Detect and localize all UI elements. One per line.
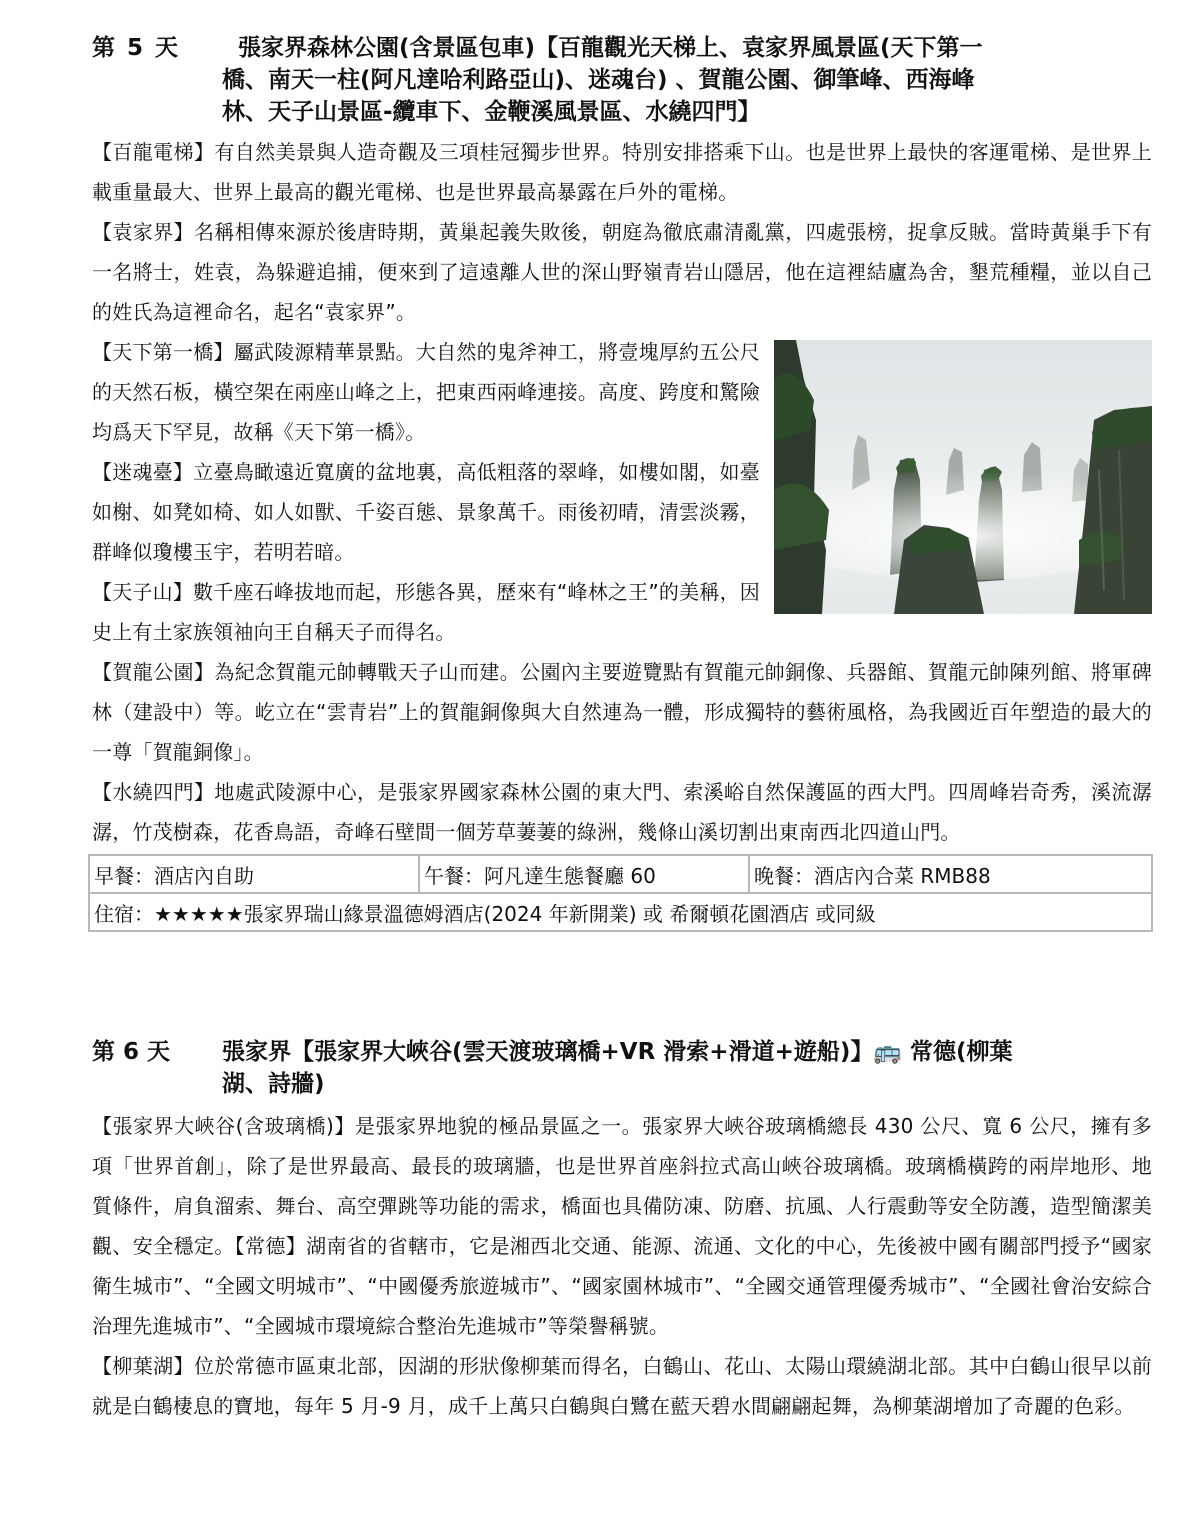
meals-lodging-table [88,854,1153,932]
paragraph-grand-canyon-changde: 【張家界大峽谷(含玻璃橋)】是張家界地貌的極品景區之一。張家界大峽谷玻璃橋總長 430 公尺、寬 6 公尺，擁有多項「世界首創」，除了是世界最高、最長的玻璃牆，也是世界首座斜拉式高山峽谷玻璃橋。玻璃橋橫跨的兩岸地形、地質條件，肩負溜索、舞台、高空彈跳等功能的需求，橋面也具備防凍、防磨、抗風、人行震動等安全防護，造型簡潔美觀、安全穩定。【常德】湖南省的省轄市，它是湘西北交通、能源、流通、文化的中心，先後被中國有關部門授予“國家衛生城市”、“全國文明城市”、“中國優秀旅遊城市”、“國家園林城市”、“全國交通管理優秀城市”、“全國社會治安綜合治理先進城市”、“全國城市環境綜合整治先進城市”等榮譽稱號。 [92,1114,1152,1338]
paragraph-helong-park: 【賀龍公園】為紀念賀龍元帥轉戰天子山而建。公園內主要遊覽點有賀龍元帥銅像、兵器館、賀龍元帥陳列館、將軍碑林（建設中）等。屹立在“雲青岩”上的賀龍銅像與大自然連為一體，形成獨特的藝術風格，為我國近百年塑造的最大的一尊「賀龍銅像」。 [92,660,1152,764]
paragraph-mihun-terrace: 【迷魂臺】立臺鳥瞰遠近寬廣的盆地裏，高低粗落的翠峰，如樓如閣，如臺如榭、如凳如椅、如人如獸、千姿百態、景象萬千。雨後初晴，清雲淡霧，群峰似瓊樓玉宇，若明若暗。 [92,460,760,564]
day-5-title [222,32,1152,128]
day-6-label: 第 6 天 [92,1039,171,1065]
paragraph-liuye-lake: 【柳葉湖】位於常德市區東北部，因湖的形狀像柳葉而得名，白鶴山、花山、太陽山環繞湖北部。其中白鶴山很早以前就是白鶴棲息的寶地，每年 5 月-9 月，成千上萬只白鶴與白鷺在藍天碧水間翩翩起舞，為柳葉湖增加了奇麗的色彩。 [92,1354,1152,1418]
paragraph-bailong-elevator: 【百龍電梯】有自然美景與人造奇觀及三項桂冠獨步世界。特別安排搭乘下山。也是世界上最快的客運電梯、是世界上載重量最大、世界上最高的觀光電梯、也是世界最高暴露在戶外的電梯。 [92,140,1152,204]
lodging-cell: 住宿：★★★★★張家界瑞山緣景溫德姆酒店(2024 年新開業) 或 希爾頓花園酒店 或同級 [89,893,1152,931]
paragraph-tianzi-mountain: 【天子山】數千座石峰拔地而起，形態各異，歷來有“峰林之王”的美稱，因史上有土家族領袖向王自稱天子而得名。 [92,580,760,644]
day-6-section [92,1036,1152,1426]
lodging-row [89,893,1152,931]
day-5-title-line: 林、天子山景區-纜車下、金鞭溪風景區、水繞四門】 [222,99,761,125]
day-6-title [222,1036,1152,1100]
breakfast-cell: 早餐：酒店內自助 [89,855,419,893]
day-5-label: 第 5 天 [92,35,179,61]
paragraph-shuiraosimen: 【水繞四門】地處武陵源中心，是張家界國家森林公園的東大門、索溪峪自然保護區的西大門。四周峰岩奇秀，溪流潺潺，竹茂樹森，花香鳥語，奇峰石壁間一個芳草萋萋的綠洲，幾條山溪切割出東南西北四道山門。 [92,780,1152,844]
day-5-heading [92,32,1152,128]
day-6-title-line: 湖、詩牆) [222,1071,325,1097]
day-6-title-line: 張家界【張家界大峽谷(雲天渡玻璃橋+VR 滑索+滑道+遊船)】🚌 常德(柳葉 [222,1039,1013,1065]
day-5-section [92,32,1152,932]
misty-mountain-photo [774,340,1152,614]
paragraph-yuanjiajie: 【袁家界】名稱相傳來源於後唐時期，黃巢起義失敗後，朝庭為徹底肅清亂黨，四處張榜，捉拿反賊。當時黃巢手下有一名將士，姓袁，為躲避追捕，便來到了這遠離人世的深山野嶺青岩山隱居，他在這裡結廬為舍，墾荒種糧，並以自己的姓氏為這裡命名，起名“袁家界”。 [92,220,1152,324]
lunch-cell: 午餐：阿凡達生態餐廳 60 [419,855,749,893]
day-6-body [92,1106,1152,1426]
meals-row [89,855,1152,893]
day-6-heading [92,1036,1152,1100]
day-5-title-line: 張家界森林公園(含景區包車)【百龍觀光天梯上、袁家界風景區(天下第一 [238,35,983,61]
day-5-body [92,132,1152,932]
dinner-cell: 晚餐：酒店內合菜 RMB88 [749,855,1152,893]
paragraph-first-bridge: 【天下第一橋】屬武陵源精華景點。大自然的鬼斧神工，將壹塊厚約五公尺的天然石板，橫空架在兩座山峰之上，把東西兩峰連接。高度、跨度和驚險均爲天下罕見，故稱《天下第一橋》。 [92,340,760,444]
day-5-title-line: 橋、南天一柱(阿凡達哈利路亞山)、迷魂台) 、賀龍公園、御筆峰、西海峰 [222,67,975,93]
